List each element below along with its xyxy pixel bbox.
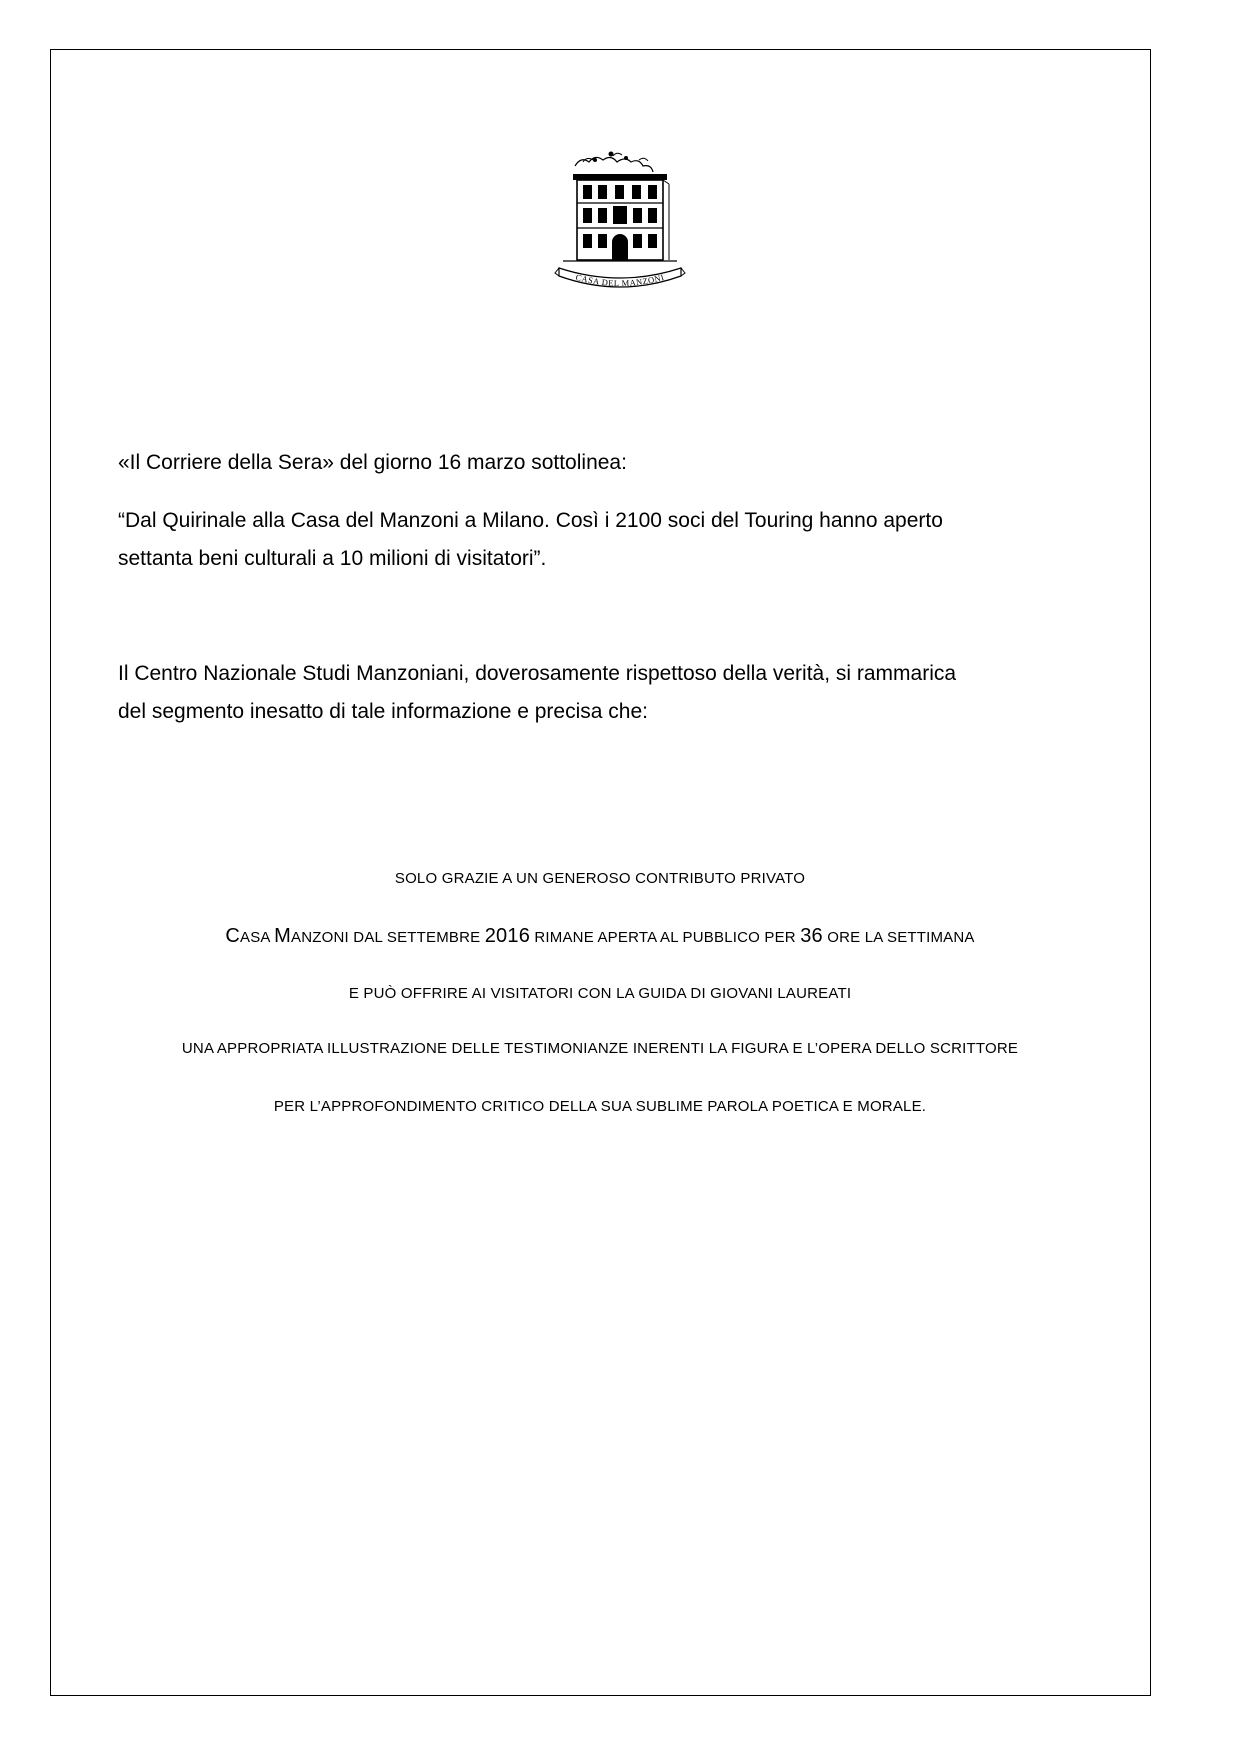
statement-manzoni-initial: M xyxy=(274,925,292,947)
intro-text: «Il Corriere della Sera» del giorno 16 marzo sottolinea: xyxy=(118,451,627,474)
statement-end: ORE LA SETTIMANA xyxy=(822,929,975,946)
quote-paragraph xyxy=(118,502,1098,578)
statement-line-1 xyxy=(60,870,1140,887)
centro-line-1: Il Centro Nazionale Studi Manzoniani, doverosamente rispettoso della verità, si rammarica xyxy=(118,662,957,685)
building-illustration-icon xyxy=(553,148,687,298)
statement-line-5 xyxy=(60,1098,1140,1115)
statement-manzoni-rest: ANZONI DAL SETTEMBRE xyxy=(291,929,485,946)
statement-casa-initial: C xyxy=(225,925,241,947)
intro-paragraph xyxy=(118,444,627,482)
statement-line-5-text: PER L’APPROFONDIMENTO CRITICO DELLA SUA SUBLIME PAROLA POETICA E MORALE. xyxy=(273,1098,927,1115)
statement-line-1-text: SOLO GRAZIE A UN GENEROSO CONTRIBUTO PRIVATO xyxy=(394,870,806,887)
statement-year: 2016 xyxy=(484,925,531,947)
quote-line-2: settanta beni culturali a 10 milioni di visitatori”. xyxy=(118,547,547,570)
statement-line-4 xyxy=(60,1040,1140,1057)
statement-line-3 xyxy=(60,985,1140,1002)
statement-hours: 36 xyxy=(800,925,823,947)
statement-casa-rest: ASA xyxy=(240,929,275,946)
statement-line-2 xyxy=(60,925,1140,948)
statement-line-3-text: E PUÒ OFFRIRE AI VISITATORI CON LA GUIDA DI GIOVANI LAUREATI xyxy=(348,985,852,1002)
quote-line-1: “Dal Quirinale alla Casa del Manzoni a Milano. Così i 2100 soci del Touring hanno aperto xyxy=(118,509,943,532)
centro-paragraph xyxy=(118,655,1118,731)
statement-mid: RIMANE APERTA AL PUBBLICO PER xyxy=(530,929,801,946)
statement-line-4-text: UNA APPROPRIATA ILLUSTRAZIONE DELLE TESTIMONIANZE INERENTI LA FIGURA E L’OPERA DELLO SCRITTORE xyxy=(181,1040,1019,1057)
casa-manzoni-logo xyxy=(553,148,687,298)
centro-line-2: del segmento inesatto di tale informazione e precisa che: xyxy=(118,700,648,723)
logo-caption: CASA DEL MANZONI xyxy=(574,271,666,289)
